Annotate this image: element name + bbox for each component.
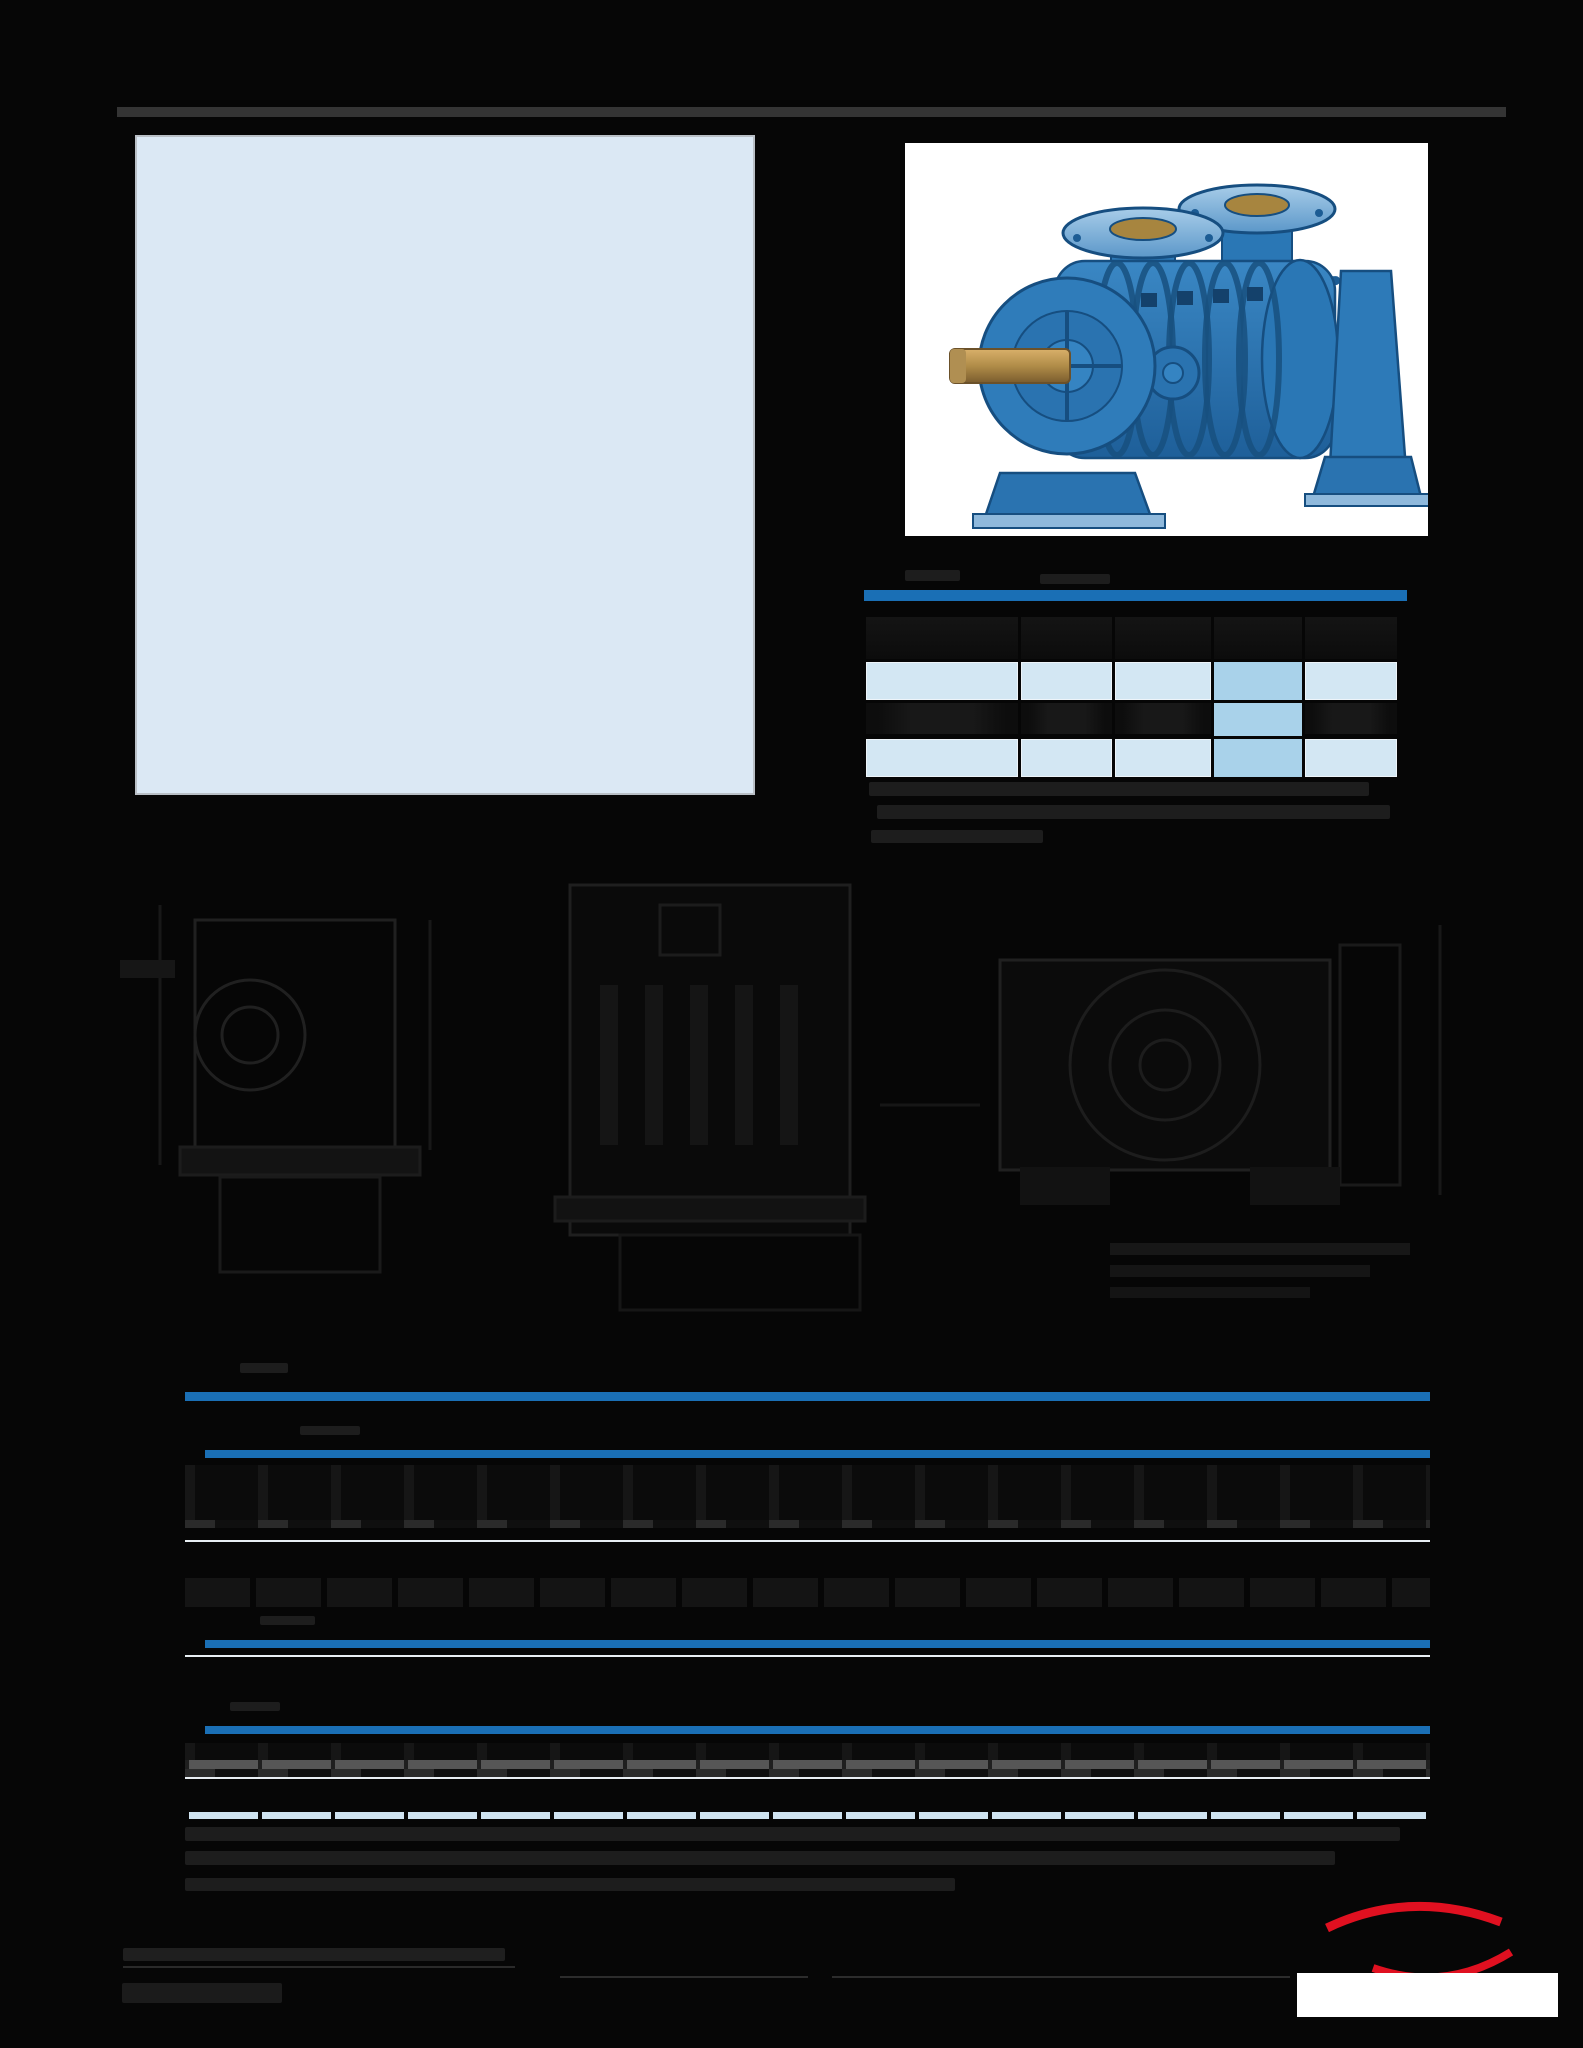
pump-photo-card (905, 143, 1428, 536)
obscure-artifact (905, 570, 960, 581)
dims-header-b (1115, 617, 1211, 659)
rear-foot (1313, 457, 1421, 497)
dims-cell (1021, 739, 1112, 777)
dims-cell-obscured (866, 703, 1018, 734)
dims-cell-merged (1214, 703, 1302, 736)
dims-header-a (1021, 617, 1112, 659)
flowserve-logo (1313, 1898, 1523, 1974)
capacity-footnote-line (185, 1827, 1400, 1841)
dims-cell (1305, 739, 1397, 777)
obscure-artifact (260, 1616, 315, 1625)
pump-photo (905, 143, 1428, 536)
footer-left-line2-obscured (122, 1983, 282, 2003)
capacity-data-row-20105 (185, 1655, 1430, 1657)
front-foot (985, 473, 1151, 517)
obscure-artifact (1040, 574, 1110, 584)
dims-cell-obscured (1021, 703, 1112, 734)
capacity-header-obscured-20107 (185, 1743, 1430, 1777)
dims-cell-merged (1214, 739, 1302, 777)
obscure-artifact (240, 1363, 288, 1373)
header-rule (117, 107, 1506, 117)
dimensions-heading-rule (864, 590, 1407, 601)
capacity-data-row-20103 (185, 1540, 1430, 1542)
obscure-artifact (230, 1702, 280, 1711)
dims-cell-obscured (1115, 703, 1211, 734)
obscure-artifact (300, 1426, 360, 1435)
dims-footnote-line (877, 805, 1390, 819)
rear-support (1329, 271, 1407, 483)
doc-code (808, 1960, 832, 1990)
front-flange-bore (1110, 218, 1176, 240)
dims-cell (1305, 662, 1397, 700)
capacity-model-rule (205, 1640, 1430, 1648)
dimension-drawings (100, 865, 1500, 1315)
rear-flange-bore (1225, 194, 1289, 216)
capacity-footnote-line (185, 1851, 1335, 1865)
obscured-header-gray-band (185, 1760, 1430, 1769)
dims-cell (1115, 739, 1211, 777)
dims-footnote-line (869, 782, 1369, 796)
dims-header-d (1305, 617, 1397, 659)
dims-header-model (866, 617, 1018, 659)
capacity-data-row-20107 (185, 1777, 1430, 1779)
logo-upper-swoosh (1327, 1906, 1501, 1928)
dimensions-table (866, 617, 1396, 777)
dims-cell-model (866, 662, 1018, 700)
dims-cell (1115, 662, 1211, 700)
capacity-header-obscured-20103 (185, 1465, 1430, 1528)
footer-left-underline (123, 1966, 515, 1968)
capacity-footnote-line (185, 1878, 955, 1891)
capacity-model-rule (205, 1726, 1430, 1734)
copyright-box (1297, 1973, 1558, 2017)
obscured-header-blocks (185, 1769, 1430, 1777)
capacity-heading-rule (185, 1392, 1430, 1401)
pump-shaft (950, 349, 1070, 383)
dims-cell-merged (1214, 662, 1302, 700)
logo-lower-swoosh (1373, 1952, 1511, 1974)
performance-chart (137, 137, 753, 793)
dims-cell-model (866, 739, 1018, 777)
capacity-model-rule (205, 1450, 1430, 1458)
capacity-table-bottom-edge (185, 1812, 1430, 1819)
dims-footnote-line (871, 830, 1043, 843)
capacity-data-row-obscured (185, 1578, 1430, 1607)
dims-cell-obscured (1305, 703, 1397, 734)
dims-cell (1021, 662, 1112, 700)
dims-header-c (1214, 617, 1302, 659)
footer-doc-code-wrap (610, 1960, 1030, 1991)
obscured-header-blocks (185, 1520, 1430, 1528)
footer-left-line1-obscured (123, 1948, 505, 1961)
performance-chart-panel (135, 135, 755, 795)
